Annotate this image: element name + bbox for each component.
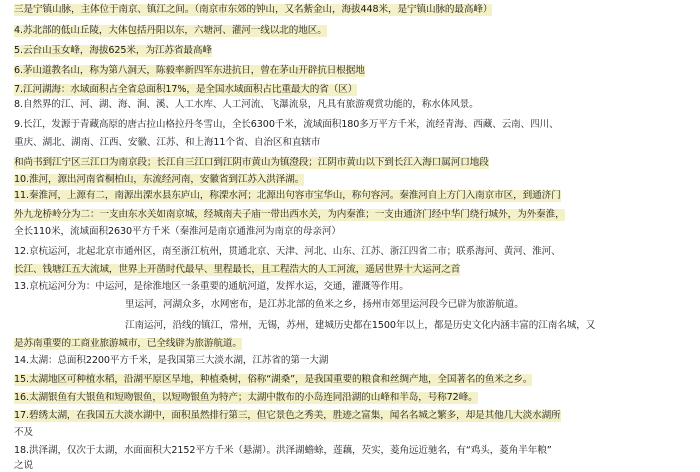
text-line-21: 15.太湖地区可种植水稻，沿湖平原区旱地，种植桑树，俗称“湖桑”，是我国重要的粮食和丝绸产地，全国著名的鱼米之乡。	[14, 374, 533, 385]
text-line-20: 14.太湖：总面积2200平方千米，是我国第三大淡水湖，江苏省的第一大湖	[14, 355, 329, 366]
text-line-24: 不及	[14, 427, 33, 438]
text-line-3: 5.云台山玉女峰，海拔625米，为江苏省最高峰	[14, 45, 212, 56]
text-line-7: 9.长江，发源于青藏高原的唐古拉山格拉丹冬雪山，全长6300千米，流域面积180多万平方千米，流经青海、西藏、云南、四川、	[14, 119, 559, 130]
text-line-15: 长江、钱塘江五大流域，世界上开凿时代最早、里程最长，且工程浩大的人工河流，遥居世界十大运河之首	[14, 264, 461, 275]
text-line-17: 里运河，河湖众多，水网密布，是江苏北部的鱼米之乡，扬州市郊里运河段今已辟为旅游航道。	[125, 299, 524, 310]
text-line-26: 之说	[14, 460, 33, 471]
text-line-14: 12.京杭运河，北起北京市通州区，南至浙江杭州，贯通北京、天津、河北、山东、江苏、浙江四省二市；联系海河、黄河、淮河、	[14, 246, 561, 257]
text-line-23: 17.碧绣太湖，在我国五大淡水湖中，面积虽然排行第三，但它景色之秀美，胜迹之富集，闻名名城之繁多，却是其他几大淡水湖所	[14, 410, 561, 421]
text-line-8: 重庆、湖北、湖南、江西、安徽、江苏、和上海11个省、自治区和直辖市	[14, 137, 321, 148]
text-line-1: 三是宁镇山脉，主体位于南京、镇江之间。（南京市东郊的钟山，又名紫金山，海拔448米，是宁镇山脉的最高峰）	[14, 4, 493, 15]
text-line-2: 4.苏北部的低山丘陵，大体包括丹阳以东，六塘河、灌河一线以北的地区。	[14, 25, 327, 36]
text-line-6: 8.自然界的江、河、湖、海、涧、溪、人工水库、人工河流、飞瀑流泉，凡具有旅游观赏功能的，称水体风景。	[14, 99, 479, 110]
text-line-5: 7.江河湖海：水域面积占全省总面积17%，是全国水域面积占比重最大的省（区）	[14, 84, 358, 95]
text-line-18: 江南运河，沿线的镇江，常州，无锡，苏州，建城历史都在1500年以上，都是历史文化内涵丰富的江南名城，又	[125, 320, 596, 331]
text-line-9: 和尚书到江宁区三江口为南京段；长江自三江口到江阴市黄山为镇澄段；江阴市黄山以下到长江入海口属河口地段	[14, 157, 489, 168]
text-line-19: 是苏南重要的工商业旅游城市，已全线辟为旅游航道。	[14, 338, 242, 349]
text-line-10: 10.淮河，源出河南省桐柏山，东流经河南，安徽省到江苏入洪泽湖。	[14, 174, 305, 185]
text-line-22: 16.太湖银鱼有大银鱼和短吻银鱼，以短吻银鱼为特产；太湖中散布的小岛连同沿湖的山峰和半岛，号称72峰。	[14, 392, 478, 403]
text-line-4: 6.茅山道教名山，称为第八洞天，陈毅率新四军东进抗日，曾在茅山开辟抗日根据地	[14, 65, 365, 76]
text-line-13: 全长110米，流域面积2630平方千米（秦淮河是南京通淮河为南京的母亲河）	[14, 226, 341, 237]
text-line-12: 外九龙桥岭分为二：一支由东水关如南京城，经城南夫子庙一带出西水关，为内秦淮；一支由通济门经中华门绕行城外，为外秦淮，	[14, 209, 565, 220]
text-line-11: 11.秦淮河，上源有二，南源出溧水县东庐山，称溧水河；北源出句容市宝华山，称句容河。秦淮河自上方门入南京市区，到通济门	[14, 190, 561, 201]
text-line-16: 13.京杭运河分为：中运河，是徐淮地区一条重要的通航河道，发挥水运，交通，灌溉等作用。	[14, 281, 409, 292]
text-line-25: 18.洪泽湖，仅次于太湖，水面面积大2152平方千米（悬湖）。洪泽湖蟾蜍，莲藕，芡实，菱角远近驰名，有“鸡头，菱角半年粮”	[14, 445, 552, 456]
